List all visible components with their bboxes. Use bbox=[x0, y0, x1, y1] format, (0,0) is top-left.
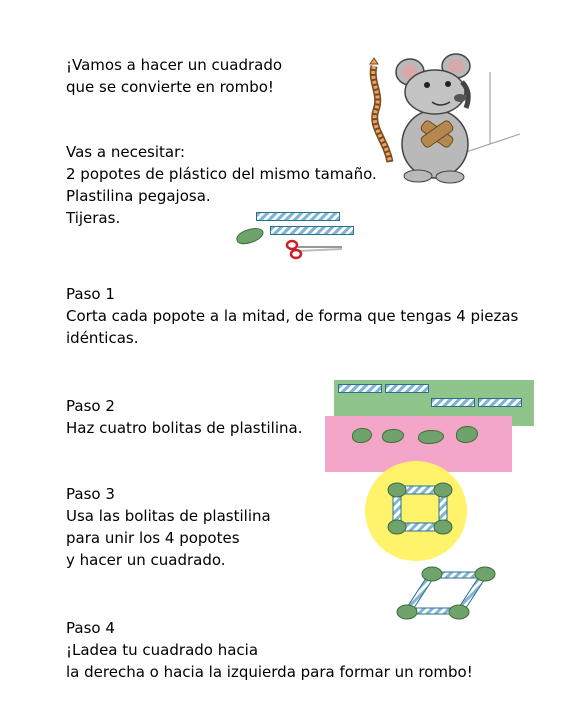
scissors-icon bbox=[284, 238, 344, 260]
step-title: Paso 2 bbox=[66, 397, 115, 415]
step-line: Haz cuatro bolitas de plastilina. bbox=[66, 419, 303, 437]
intro-line: ¡Vamos a hacer un cuadrado bbox=[66, 56, 283, 74]
step-4 bbox=[66, 617, 473, 683]
step-line: Usa las bolitas de plastilina bbox=[66, 507, 271, 525]
step-title: Paso 1 bbox=[66, 285, 115, 303]
straw-half bbox=[431, 398, 475, 407]
materials-item: 2 popotes de plástico del mismo tamaño. bbox=[66, 165, 377, 183]
step-line: Corta cada popote a la mitad, de forma que tengas 4 piezas bbox=[66, 307, 519, 325]
step-line: ¡Ladea tu cuadrado hacia bbox=[66, 641, 259, 659]
straw-half bbox=[385, 384, 429, 393]
materials-item: Tijeras. bbox=[66, 209, 121, 227]
mouse-illustration bbox=[360, 52, 520, 187]
straw-half bbox=[478, 398, 522, 407]
straw-half bbox=[338, 384, 382, 393]
step-line: y hacer un cuadrado. bbox=[66, 551, 226, 569]
intro-text bbox=[66, 54, 282, 98]
straw bbox=[256, 212, 340, 221]
materials-item: Plastilina pegajosa. bbox=[66, 187, 211, 205]
rhombus-illustration bbox=[392, 562, 502, 624]
intro-line: que se convierte en rombo! bbox=[66, 78, 274, 96]
materials-heading: Vas a necesitar: bbox=[66, 143, 186, 161]
step-title: Paso 4 bbox=[66, 619, 115, 637]
step-line: idénticas. bbox=[66, 329, 139, 347]
step-3 bbox=[66, 483, 271, 571]
step-title: Paso 3 bbox=[66, 485, 115, 503]
square-illustration bbox=[362, 458, 470, 564]
step-1 bbox=[66, 283, 518, 349]
step-line: la derecha o hacia la izquierda para formar un rombo! bbox=[66, 663, 473, 681]
step-2 bbox=[66, 395, 302, 439]
straw bbox=[270, 226, 354, 235]
step-line: para unir los 4 popotes bbox=[66, 529, 240, 547]
